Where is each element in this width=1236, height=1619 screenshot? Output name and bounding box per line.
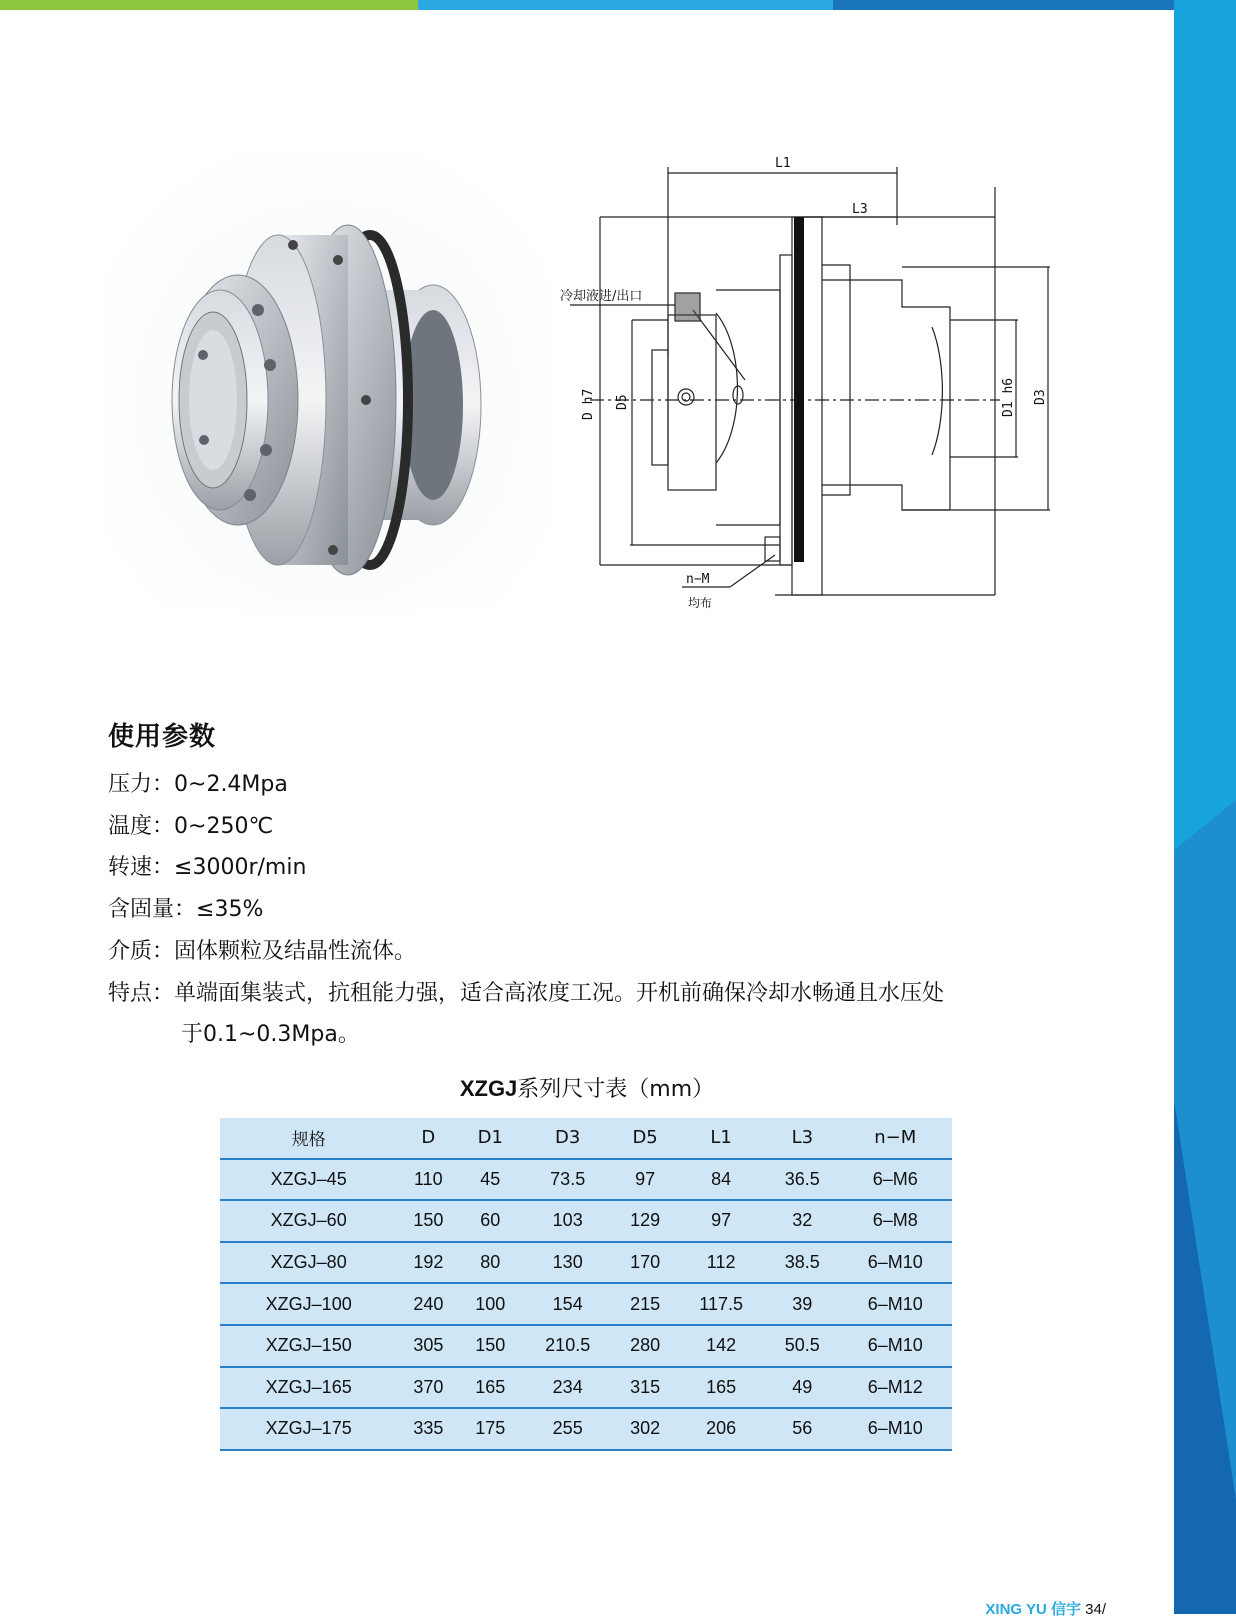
table-cell: 305 (397, 1325, 459, 1367)
table-cell: 80 (459, 1242, 521, 1284)
table-cell: XZGJ–175 (220, 1408, 397, 1450)
table-cell: 165 (676, 1367, 766, 1409)
table-cell: 6–M10 (838, 1283, 952, 1325)
table-cell: XZGJ–100 (220, 1283, 397, 1325)
parameter-list (108, 764, 1068, 1056)
table-cell: 240 (397, 1283, 459, 1325)
param-row: 压力： 0~2.4Mpa (108, 772, 288, 797)
top-bar-green (0, 0, 418, 10)
table-cell: 370 (397, 1367, 459, 1409)
table-header-cell: n−M (838, 1118, 952, 1159)
table-cell: 32 (766, 1200, 838, 1242)
table-cell: 315 (614, 1367, 676, 1409)
table-cell: XZGJ–60 (220, 1200, 397, 1242)
table-cell: 97 (614, 1159, 676, 1201)
page-number: 34/ (1085, 1601, 1106, 1618)
table-cell: 175 (459, 1408, 521, 1450)
table-cell: 170 (614, 1242, 676, 1284)
table-cell: 103 (521, 1200, 614, 1242)
table-row (220, 1283, 952, 1325)
table-cell: 234 (521, 1367, 614, 1409)
footer-brand: XING YU 信宇 (985, 1601, 1081, 1618)
table-header-cell: D3 (521, 1118, 614, 1159)
table-row (220, 1408, 952, 1450)
table-cell: 150 (459, 1325, 521, 1367)
table-title: XZGJ系列尺寸表（mm） (459, 1076, 715, 1102)
param-row: 特点： 单端面集装式，抗租能力强，适合高浓度工况。开机前确保冷却水畅通且水压处 (108, 980, 945, 1006)
table-row (220, 1159, 952, 1201)
table-header-row (220, 1118, 952, 1159)
top-color-bar (0, 0, 1174, 10)
section-title: 使用参数 (108, 722, 217, 752)
table-cell: 6–M12 (838, 1367, 952, 1409)
table-row (220, 1200, 952, 1242)
dim-label-l1: L1 (775, 156, 791, 171)
param-row: 转速： ≤3000r/min (108, 855, 307, 881)
table-cell: 39 (766, 1283, 838, 1325)
table-header-cell: L3 (766, 1118, 838, 1159)
dim-label-d3: D3 (1033, 389, 1048, 405)
table-row (220, 1242, 952, 1284)
table-row (220, 1325, 952, 1367)
right-decorative-band (1174, 0, 1236, 1614)
table-cell: 215 (614, 1283, 676, 1325)
top-bar-lightblue (418, 0, 833, 10)
param-row: 含固量： ≤35% (108, 897, 264, 923)
product-photo (108, 150, 548, 610)
table-header-cell: D1 (459, 1118, 521, 1159)
table-cell: 38.5 (766, 1242, 838, 1284)
top-bar-blue (833, 0, 1174, 10)
table-cell: 142 (676, 1325, 766, 1367)
page-footer (985, 1598, 1106, 1619)
table-cell: 302 (614, 1408, 676, 1450)
table-cell: 154 (521, 1283, 614, 1325)
table-header-cell: D5 (614, 1118, 676, 1159)
table-cell: XZGJ–165 (220, 1367, 397, 1409)
dim-label-d5: D5 (615, 394, 630, 410)
table-cell: 100 (459, 1283, 521, 1325)
table-cell: 280 (614, 1325, 676, 1367)
dim-label-l3: L3 (852, 202, 868, 217)
param-row: 介质： 固体颗粒及结晶性流体。 (108, 938, 417, 964)
table-header-cell: L1 (676, 1118, 766, 1159)
table-cell: 129 (614, 1200, 676, 1242)
table-cell: 6–M8 (838, 1200, 952, 1242)
table-cell: 165 (459, 1367, 521, 1409)
table-cell: 255 (521, 1408, 614, 1450)
table-cell: XZGJ–45 (220, 1159, 397, 1201)
param-continuation: 于0.1~0.3Mpa。 (181, 1022, 360, 1048)
table-cell: 150 (397, 1200, 459, 1242)
table-cell: 335 (397, 1408, 459, 1450)
table-cell: 206 (676, 1408, 766, 1450)
table-cell: 6–M10 (838, 1408, 952, 1450)
table-row (220, 1367, 952, 1409)
table-cell: 97 (676, 1200, 766, 1242)
table-cell: 6–M10 (838, 1242, 952, 1284)
table-cell: XZGJ–150 (220, 1325, 397, 1367)
table-cell: 117.5 (676, 1283, 766, 1325)
technical-drawing (560, 155, 1090, 635)
table-cell: 112 (676, 1242, 766, 1284)
table-cell: 73.5 (521, 1159, 614, 1201)
dim-label-d1-h6: D1 h6 (1001, 377, 1016, 417)
table-cell: 130 (521, 1242, 614, 1284)
table-cell: 36.5 (766, 1159, 838, 1201)
table-cell: 6–M6 (838, 1159, 952, 1201)
table-cell: 60 (459, 1200, 521, 1242)
table-cell: 84 (676, 1159, 766, 1201)
coolant-port-label: 冷却液进/出口 (560, 289, 643, 304)
table-cell: 110 (397, 1159, 459, 1201)
param-row: 温度： 0~250℃ (108, 813, 274, 839)
table-header-cell: 规格 (220, 1118, 397, 1159)
table-cell: 192 (397, 1242, 459, 1284)
table-cell: XZGJ–80 (220, 1242, 397, 1284)
dim-label-n-m: n−M (686, 572, 710, 587)
dim-label-d-h7: D h7 (581, 388, 596, 420)
dim-label-evenly: 均布 (688, 596, 713, 610)
dimension-table (220, 1118, 952, 1451)
table-cell: 49 (766, 1367, 838, 1409)
table-header-cell: D (397, 1118, 459, 1159)
table-cell: 45 (459, 1159, 521, 1201)
table-cell: 6–M10 (838, 1325, 952, 1367)
table-cell: 50.5 (766, 1325, 838, 1367)
table-cell: 210.5 (521, 1325, 614, 1367)
table-cell: 56 (766, 1408, 838, 1450)
